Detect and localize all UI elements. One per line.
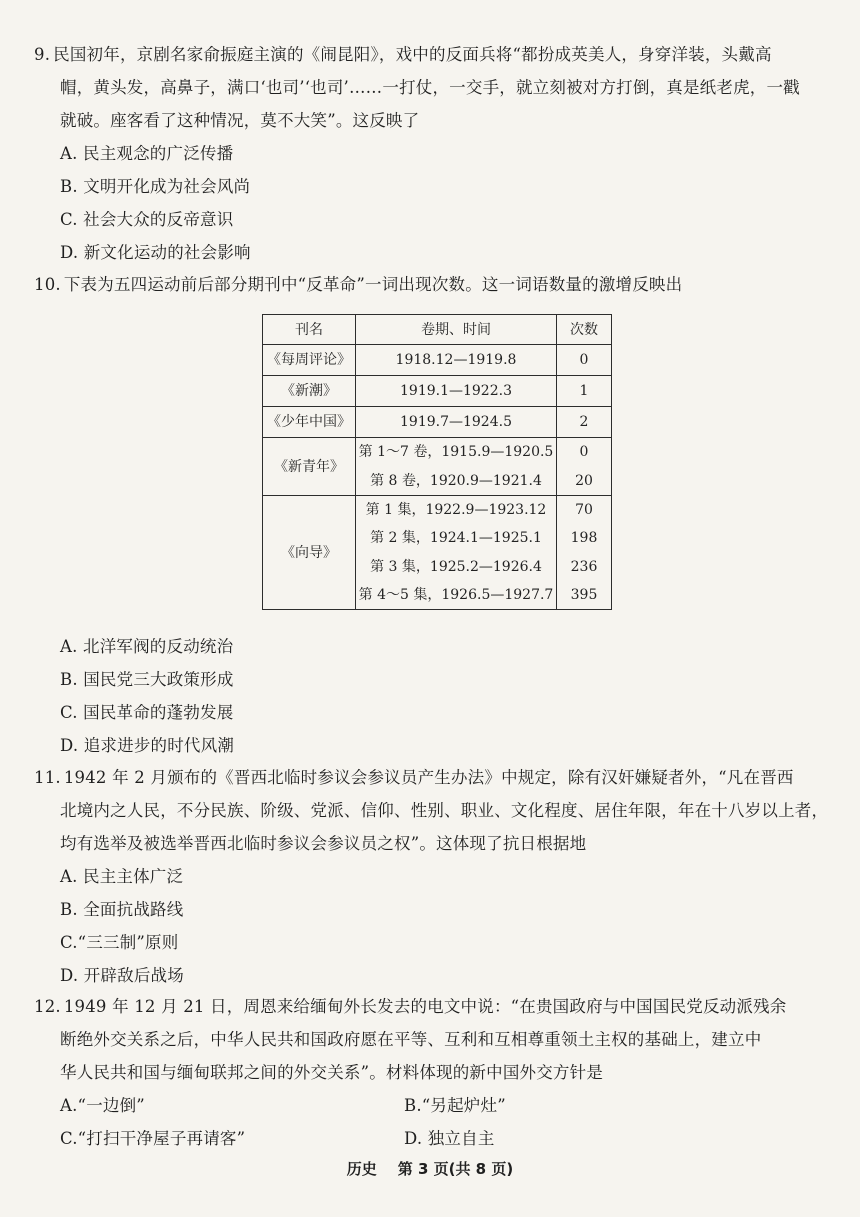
table-header-cell: 次数 [557, 315, 612, 345]
journal-count: 0 [557, 345, 612, 376]
table-row [263, 496, 612, 610]
option-a: A. 民主观念的广泛传播 [60, 144, 234, 163]
question-11 [34, 761, 829, 992]
table-row [263, 407, 612, 438]
question-12 [34, 990, 824, 1155]
question-stem-line: 就破。座客看了这种情况，莫不大笑”。这反映了 [60, 111, 420, 130]
question-number: 9. [34, 45, 51, 64]
journal-count: 70 [575, 502, 593, 519]
question-10-options [34, 630, 824, 762]
table-row [263, 438, 612, 496]
journal-period: 1918.12—1919.8 [356, 345, 557, 376]
journal-count: 236 [570, 558, 598, 575]
question-stem-line: 帽，黄头发，高鼻子，满口‘也司’‘也司’……一打仗，一交手，就立刻被对方打倒，真是纸老虎，一戳 [60, 78, 800, 97]
option-c: C. 社会大众的反帝意识 [60, 210, 234, 229]
journal-name: 《少年中国》 [263, 407, 356, 438]
journal-count: 198 [570, 530, 598, 547]
table-header-cell: 卷期、时间 [356, 315, 557, 345]
option-row [34, 1089, 824, 1122]
journal-count: 1 [557, 376, 612, 407]
journal-period: 第 3 集，1925.2—1926.4 [370, 558, 542, 575]
journal-count: 2 [557, 407, 612, 438]
journal-period: 1919.7—1924.5 [356, 407, 557, 438]
journal-table [262, 314, 611, 619]
question-10 [34, 268, 824, 301]
table-header-cell: 刊名 [263, 315, 356, 345]
option-a: A.“一边倒” [60, 1096, 145, 1115]
page-footer [0, 1158, 860, 1179]
journal-period: 第 1～7 卷，1915.9—1920.5 [358, 444, 554, 461]
table-row [263, 345, 612, 376]
table-row [263, 376, 612, 407]
option-b: B.“另起炉灶” [404, 1096, 506, 1115]
footer-subject: 历史 [346, 1160, 377, 1178]
journal-name: 《新青年》 [263, 438, 356, 496]
question-9 [34, 38, 824, 269]
option-row [34, 1122, 824, 1155]
question-stem-line: 均有选举及被选举晋西北临时参议会参议员之权”。这体现了抗日根据地 [60, 834, 587, 853]
option-a: A. 民主主体广泛 [60, 867, 184, 886]
journal-period: 第 8 卷，1920.9—1921.4 [370, 472, 542, 489]
footer-page-number: 第 3 页(共 8 页) [397, 1160, 514, 1178]
question-stem-line: 断绝外交关系之后，中华人民共和国政府愿在平等、互利和互相尊重领土主权的基础上，建立中 [60, 1030, 762, 1049]
question-stem-line: 北境内之人民，不分民族、阶级、党派、信仰、性别、职业、文化程度、居住年限，年在十八岁以上者， [60, 801, 829, 820]
option-d: D. 独立自主 [404, 1129, 495, 1148]
journal-period: 第 2 集，1924.1—1925.1 [370, 530, 542, 547]
question-stem-line: 华人民共和国与缅甸联邦之间的外交关系”。材料体现的新中国外交方针是 [60, 1063, 604, 1082]
journal-count: 395 [570, 586, 598, 603]
table-header-row [263, 315, 612, 345]
option-d: D. 新文化运动的社会影响 [60, 243, 251, 262]
journal-period: 1919.1—1922.3 [356, 376, 557, 407]
option-a: A. 北洋军阀的反动统治 [60, 637, 234, 656]
journal-period: 第 1 集，1922.9—1923.12 [365, 502, 547, 519]
question-number: 10. [34, 275, 61, 294]
journal-count: 20 [575, 472, 593, 489]
option-d: D. 追求进步的时代风潮 [60, 736, 235, 755]
option-b: B. 文明开化成为社会风尚 [60, 177, 251, 196]
question-number: 11. [34, 768, 61, 787]
question-stem-line: 9. 民国初年，京剧名家俞振庭主演的《闹昆阳》，戏中的反面兵将“都扮成英美人，身穿洋装，头戴高 [34, 38, 824, 71]
option-c: C. 国民革命的蓬勃发展 [60, 703, 234, 722]
option-c: C.“三三制”原则 [60, 933, 179, 952]
question-stem-line: 11. 1942 年 2 月颁布的《晋西北临时参议会参议员产生办法》中规定，除有汉奸嫌疑者外，“凡在晋西 [34, 761, 824, 794]
option-d: D. 开辟敌后战场 [60, 966, 184, 985]
journal-name: 《每周评论》 [263, 345, 356, 376]
journal-name: 《新潮》 [263, 376, 356, 407]
journal-name: 《向导》 [263, 496, 356, 610]
option-c: C.“打扫干净屋子再请客” [60, 1129, 246, 1148]
journal-count: 0 [579, 444, 589, 461]
question-number: 12. [34, 997, 61, 1016]
journal-period: 第 4～5 集，1926.5—1927.7 [358, 586, 554, 603]
question-stem-line: 10. 下表为五四运动前后部分期刊中“反革命”一词出现次数。这一词语数量的激增反映出 [34, 268, 824, 301]
question-stem-line: 12. 1949 年 12 月 21 日，周恩来给缅甸外长发去的电文中说：“在贵国政府与中国国民党反动派残余 [34, 990, 824, 1023]
option-b: B. 全面抗战路线 [60, 900, 184, 919]
option-b: B. 国民党三大政策形成 [60, 670, 234, 689]
